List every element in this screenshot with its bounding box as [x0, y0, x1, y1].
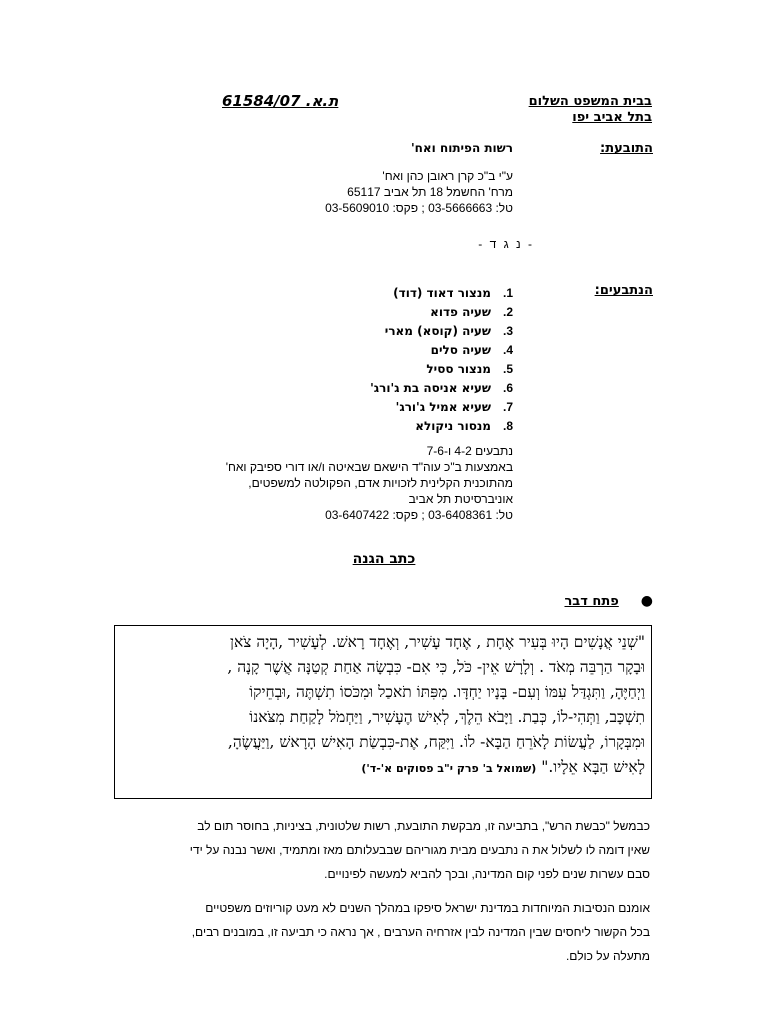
- defendant-item: [370, 340, 513, 359]
- section-heading: [564, 593, 653, 609]
- defendant-name: שעיה פדוא: [430, 304, 491, 319]
- representation-phone: טל: 03-6408361 ; פקס: 03-6407422: [325, 508, 513, 522]
- plaintiff-label: התובעת:: [600, 141, 653, 156]
- quote-line: "שְׁנֵי אֲנָשִׁים הָיוּ בְּעִיר אֶחָת , אֶחָד עָשִׁיר, וְאֶחָד רָאשׁ. לְעָשִׁיר ,הָיָה צֹאן: [230, 633, 645, 651]
- defendant-number: 2.: [502, 304, 513, 319]
- paragraph-line: בכל הקשור ליחסים שבין המדינה לבין אזרחיה הערבים , אך נראה כי תביעה זו, במובנים רבים,: [191, 925, 650, 939]
- defendant-number: 8.: [502, 418, 513, 433]
- quote-source: (שמואל ב' פרק י"ב פסוקים א'-ד'): [361, 762, 537, 775]
- plaintiff-name: רשות הפיתוח ואח': [411, 141, 513, 155]
- defendant-number: 4.: [502, 342, 513, 357]
- defendant-name: מנצור דאוד (דוד): [393, 285, 491, 300]
- quote-last-line: [121, 755, 645, 781]
- court-line-1: בבית המשפט השלום: [528, 94, 652, 109]
- defendant-item: [370, 302, 513, 321]
- defendant-item: [370, 359, 513, 378]
- court-name: [529, 94, 652, 126]
- quote-line: וּמִבְּקָרוֹ, לַעֲשׂוֹת לָאֹרֵחַ הַבָּא- לוֹ. וַיִּקַּח, אֶת-כִּבְשַׂת הָאִישׁ הָרָאשׁ ,וַיַּעֲשֶׂהָ,: [227, 733, 645, 751]
- defendant-name: שעיה (קוסא) מארי: [384, 323, 491, 338]
- court-line-2: בתל אביב יפו: [572, 110, 652, 125]
- document-title: כתב הגנה: [352, 551, 416, 567]
- paragraph-2: [192, 896, 650, 968]
- paragraph-line: שאין דומה לו לשלול את ה נתבעים מבית מגוריהם שבבעלותם מאז ומתמיד, ואשר נבנה על ידי: [189, 843, 650, 857]
- quote-line: וּבָקָר הַרְבֵּה מְאֹד . וְלָרָשׁ אֵין- כֹּל, כִּי אִם- כִּבְשָׂה אַחַת קְטַנָּה אֲשֶׁר קָנָה ,: [227, 658, 645, 676]
- section-heading-text: פתח דבר: [564, 593, 619, 609]
- plaintiff-phone: טל: 03-5666663 ; פקס: 03-5609010: [325, 201, 513, 215]
- defendant-number: 1.: [502, 285, 513, 300]
- defendant-name: מנצור ססיל: [426, 361, 491, 376]
- representation-counsel: באמצעות ב"כ עוה"ד הישאם שבאיטה ו/או דורי ספיבק ואח': [225, 460, 513, 474]
- defendant-name: מנסור ניקולא: [415, 418, 491, 433]
- defendants-representation: [226, 443, 513, 523]
- defendants-list: [370, 283, 513, 435]
- defendant-item: [370, 397, 513, 416]
- defendant-number: 5.: [502, 361, 513, 376]
- paragraph-line: מתעלה על כולם.: [565, 949, 650, 963]
- defendants-label: הנתבעים:: [594, 283, 653, 298]
- defendant-name: שעיא אניסה בת ג'ורג': [370, 380, 491, 395]
- bullet-icon: ●: [640, 593, 653, 609]
- plaintiff-representative: ע"י ב"כ קרן ראובן כהן ואח': [382, 169, 513, 183]
- plaintiff-details: [325, 168, 513, 216]
- represented-defendants: נתבעים 4-2 ו-7-6: [426, 444, 513, 458]
- defendant-number: 7.: [502, 399, 513, 414]
- versus: - נ ג ד -: [478, 237, 534, 251]
- quote-box: [114, 625, 652, 799]
- plaintiff-address: מרח' החשמל 18 תל אביב 65117: [347, 185, 513, 199]
- defendant-name: שעיא אמיל ג'ורג': [395, 399, 491, 414]
- representation-university: אוניברסיטת תל אביב: [408, 492, 513, 506]
- quote-line: וַיְחַיֶּהָ, וַתִּגְדַּל עִמּוֹ וְעִם- בָּנָיו יַחְדָּו. מִפִּתּוֹ תֹאכַל וּמִכֹּסוֹ תִשְׁתֶּה ,וּבְחֵיקוֹ: [249, 683, 645, 701]
- defendant-item: [370, 321, 513, 340]
- paragraph-line: סבם עשרות שנים לפני קום המדינה, ובכך להביא למעשה לפינויים.: [324, 867, 650, 881]
- defendant-item: [370, 283, 513, 302]
- defendant-item: [370, 416, 513, 435]
- paragraph-1: [190, 814, 650, 886]
- case-number: ת.א. 61584/07: [222, 92, 339, 110]
- defendant-number: 6.: [502, 380, 513, 395]
- defendant-name: שעיה סלים: [430, 342, 491, 357]
- representation-clinic: מהתוכנית הקלינית לזכויות אדם, הפקולטה למשפטים,: [248, 476, 513, 490]
- defendant-item: [370, 378, 513, 397]
- quote-line: תִשְׁכָּב, וַתְּהִי-לוֹ, כְּבַת. וַיָּבֹא הֵלֶךְ, לְאִישׁ הֶעָשִׁיר, וַיַּחְמֹל לָקַחַת מִצֹּאנוֹ: [249, 708, 645, 726]
- defendant-number: 3.: [502, 323, 513, 338]
- paragraph-line: אומנם הנסיבות המיוחדות במדינת ישראל סיפקו במהלך השנים לא מעט קוריוזים משפטיים: [205, 901, 650, 915]
- quote-line: לָאִישׁ הַבָּא אֵלָיו.": [541, 758, 645, 776]
- paragraph-line: כבמשל "כבשת הרש", בתביעה זו, מבקשת התובעת, רשות שלטונית, בציניות, בחוסר תום לב: [197, 819, 650, 833]
